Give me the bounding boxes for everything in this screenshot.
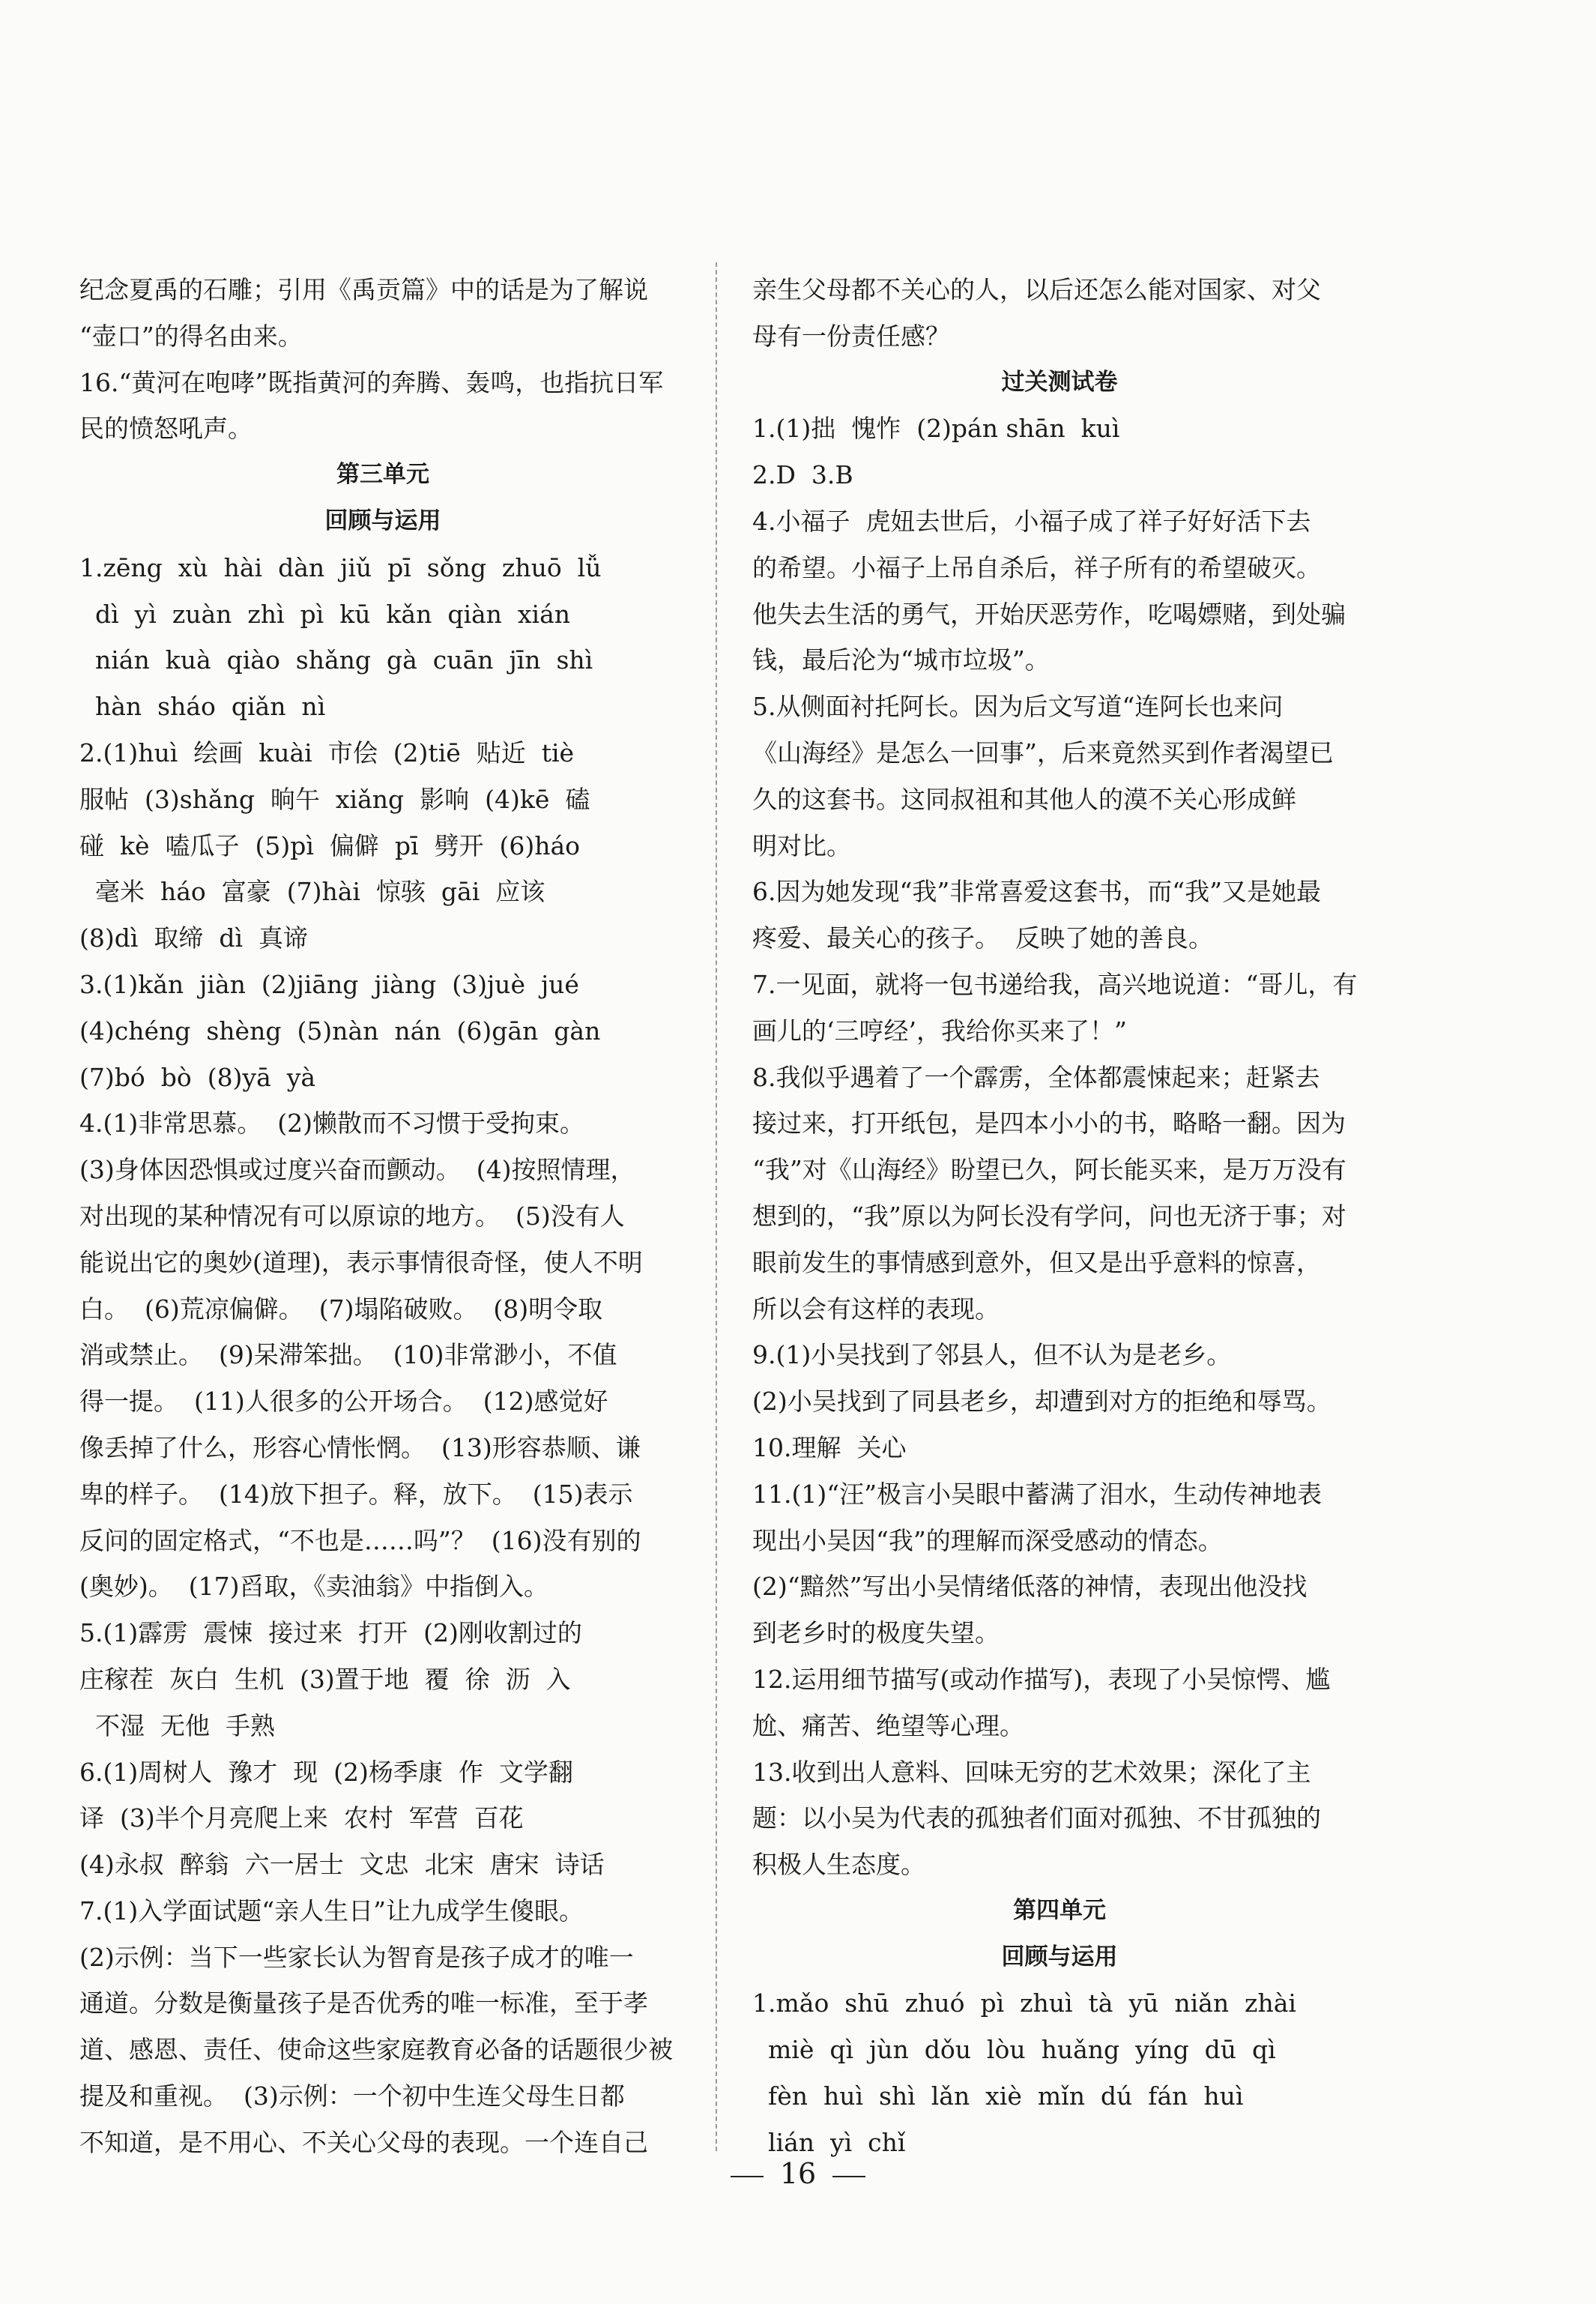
section-heading: 回顾与运用 bbox=[324, 507, 441, 534]
text-line: 白。 (6)荒凉偏僻。 (7)塌陷破败。 (8)明令取 bbox=[79, 1294, 603, 1324]
page-number: 16 bbox=[779, 2157, 817, 2190]
text-line: 尬、痛苦、绝望等心理。 bbox=[752, 1710, 1024, 1740]
text-line: 4.(1)非常思慕。 (2)懒散而不习惯于受拘束。 bbox=[79, 1109, 584, 1139]
text-line: lián yì chǐ bbox=[752, 2127, 906, 2157]
text-line: 碰 kè 嗑瓜子 (5)pì 偏僻 pī 劈开 (6)háo bbox=[79, 830, 581, 860]
text-line: 得一提。 (11)人很多的公开场合。 (12)感觉好 bbox=[79, 1387, 608, 1417]
text-line: hàn sháo qiǎn nì bbox=[79, 692, 326, 722]
text-line: 毫米 háo 富豪 (7)hài 惊骇 gāi 应该 bbox=[79, 877, 545, 907]
text-line: fèn huì shì lǎn xiè mǐn dú fán huì bbox=[752, 2081, 1244, 2111]
text-line: (2)“黯然”写出小吴情绪低落的神情，表现出他没找 bbox=[752, 1572, 1308, 1602]
text-line: 9.(1)小吴找到了邻县人，但不认为是老乡。 bbox=[752, 1340, 1232, 1370]
text-line: (7)bó bò (8)yā yà bbox=[79, 1062, 316, 1092]
text-line: 庄稼茬 灰白 生机 (3)置于地 覆 徐 沥 入 bbox=[79, 1664, 571, 1694]
footer-dash-left bbox=[731, 2176, 764, 2177]
text-line: 卑的样子。 (14)放下担子。释，放下。 (15)表示 bbox=[79, 1479, 633, 1509]
text-line: dì yì zuàn zhì pì kū kǎn qiàn xián bbox=[79, 599, 571, 629]
text-line: 8.我似乎遇着了一个霹雳，全体都震悚起来；赶紧去 bbox=[752, 1062, 1320, 1092]
text-line: 想到的，“我”原以为阿长没有学问，问也无济于事；对 bbox=[752, 1201, 1346, 1231]
text-line: 通道。分数是衡量孩子是否优秀的唯一标准，至于孝 bbox=[79, 1988, 648, 2018]
text-line: 反问的固定格式，“不也是……吗”？ (16)没有别的 bbox=[79, 1525, 641, 1555]
text-line: 疼爱、最关心的孩子。 反映了她的善良。 bbox=[752, 923, 1213, 953]
text-line: 4.小福子 虎妞去世后，小福子成了祥子好好活下去 bbox=[752, 506, 1311, 536]
text-line: 的希望。小福子上吊自杀后，祥子所有的希望破灭。 bbox=[752, 552, 1321, 582]
text-line: 眼前发生的事情感到意外，但又是出乎意料的惊喜， bbox=[752, 1247, 1321, 1277]
text-line: 画儿的‘三哼经’，我给你买来了！” bbox=[752, 1016, 1127, 1046]
text-line: (4)chéng shèng (5)nàn nán (6)gān gàn bbox=[79, 1016, 601, 1046]
text-line: 1.(1)拙 愧怍 (2)pán shān kuì bbox=[752, 414, 1120, 444]
left-column bbox=[79, 267, 686, 2166]
text-line: 服帖 (3)shǎng 晌午 xiǎng 影响 (4)kē 磕 bbox=[79, 784, 590, 814]
text-line: 亲生父母都不关心的人，以后还怎么能对国家、对父 bbox=[752, 275, 1321, 304]
text-line: 10.理解 关心 bbox=[752, 1432, 907, 1462]
text-line: 现出小吴因“我”的理解而深受感动的情态。 bbox=[752, 1525, 1223, 1555]
text-line: (8)dì 取缔 dì 真谛 bbox=[79, 923, 309, 953]
text-line: 对出现的某种情况有可以原谅的地方。 (5)没有人 bbox=[79, 1201, 625, 1231]
text-line: 久的这套书。这同叔祖和其他人的漠不关心形成鲜 bbox=[752, 784, 1296, 814]
text-line: 他失去生活的勇气，开始厌恶劳作，吃喝嫖赌，到处骗 bbox=[752, 599, 1346, 629]
text-line: 民的愤怒吼声。 bbox=[79, 414, 253, 444]
text-line: 钱，最后沦为“城市垃圾”。 bbox=[752, 645, 1050, 675]
text-line: (3)身体因恐惧或过度兴奋而颤动。 (4)按照情理， bbox=[79, 1155, 635, 1185]
text-line: (奥妙)。 (17)舀取，《卖油翁》中指倒入。 bbox=[79, 1572, 548, 1602]
text-line: 积极人生态度。 bbox=[752, 1850, 925, 1880]
text-line: nián kuà qiào shǎng gà cuān jīn shì bbox=[79, 645, 593, 675]
footer-dash-right bbox=[832, 2176, 865, 2177]
text-line: 像丢掉了什么，形容心情怅惘。 (13)形容恭顺、谦 bbox=[79, 1432, 641, 1462]
text-line: (4)永叔 醉翁 六一居士 文忠 北宋 唐宋 诗话 bbox=[79, 1850, 605, 1880]
text-line: 纪念夏禹的石雕；引用《禹贡篇》中的话是为了解说 bbox=[79, 275, 648, 304]
text-line: 13.收到出人意料、回味无穷的艺术效果；深化了主 bbox=[752, 1757, 1311, 1787]
text-line: “我”对《山海经》盼望已久，阿长能买来，是万万没有 bbox=[752, 1155, 1346, 1185]
text-line: miè qì jùn dǒu lòu huǎng yíng dū qì bbox=[752, 2035, 1276, 2065]
section-heading: 第三单元 bbox=[336, 461, 429, 489]
text-line: 11.(1)“汪”极言小吴眼中蓄满了泪水，生动传神地表 bbox=[752, 1479, 1322, 1509]
text-line: 7.(1)入学面试题“亲人生日”让九成学生傻眼。 bbox=[79, 1896, 584, 1925]
text-line: 道、感恩、责任、使命这些家庭教育必备的话题很少被 bbox=[79, 2035, 673, 2065]
text-line: 不湿 无他 手熟 bbox=[79, 1710, 275, 1740]
text-line: (2)示例：当下一些家长认为智育是孩子成才的唯一 bbox=[79, 1942, 634, 1972]
section-heading: 过关测试卷 bbox=[1001, 368, 1118, 396]
text-line: “壶口”的得名由来。 bbox=[79, 321, 303, 351]
text-line: 2.D 3.B bbox=[752, 460, 853, 490]
text-line: 《山海经》是怎么一回事”，后来竟然买到作者渴望已 bbox=[752, 738, 1334, 768]
text-line: 7.一见面，就将一包书递给我，高兴地说道：“哥儿，有 bbox=[752, 969, 1358, 999]
page-number-footer bbox=[0, 2157, 1596, 2190]
text-line: 不知道，是不用心、不关心父母的表现。一个连自己 bbox=[79, 2127, 648, 2157]
text-line: 6.因为她发现“我”非常喜爱这套书，而“我”又是她最 bbox=[752, 877, 1321, 907]
text-line: 明对比。 bbox=[752, 830, 851, 860]
text-line: 能说出它的奥妙(道理)，表示事情很奇怪，使人不明 bbox=[79, 1247, 643, 1277]
text-line: 消或禁止。 (9)呆滞笨拙。 (10)非常渺小，不值 bbox=[79, 1340, 617, 1370]
text-line: 16.“黄河在咆哮”既指黄河的奔腾、轰鸣，也指抗日军 bbox=[79, 367, 664, 397]
text-line: 母有一份责任感？ bbox=[752, 321, 950, 351]
text-line: 1.mǎo shū zhuó pì zhuì tà yū niǎn zhài bbox=[752, 1988, 1296, 2018]
text-line: 5.从侧面衬托阿长。因为后文写道“连阿长也来问 bbox=[752, 692, 1284, 722]
section-heading: 回顾与运用 bbox=[1001, 1943, 1118, 1970]
text-line: (2)小吴找到了同县老乡，却遭到对方的拒绝和辱骂。 bbox=[752, 1387, 1331, 1417]
text-line: 5.(1)霹雳 震悚 接过来 打开 (2)刚收割过的 bbox=[79, 1618, 582, 1648]
text-line: 提及和重视。 (3)示例：一个初中生连父母生日都 bbox=[79, 2081, 625, 2111]
text-line: 12.运用细节描写(或动作描写)，表现了小吴惊愕、尴 bbox=[752, 1664, 1331, 1694]
text-line: 3.(1)kǎn jiàn (2)jiāng jiàng (3)juè jué bbox=[79, 969, 579, 999]
text-line: 译 (3)半个月亮爬上来 农村 军营 百花 bbox=[79, 1803, 524, 1833]
column-divider bbox=[716, 262, 717, 2151]
text-line: 到老乡时的极度失望。 bbox=[752, 1618, 1000, 1648]
section-heading: 第四单元 bbox=[1013, 1896, 1106, 1924]
text-line: 接过来，打开纸包，是四本小小的书，略略一翻。因为 bbox=[752, 1109, 1346, 1139]
text-line: 所以会有这样的表现。 bbox=[752, 1294, 1000, 1324]
text-line: 1.zēng xù hài dàn jiǔ pī sǒng zhuō lǚ bbox=[79, 552, 602, 582]
text-line: 6.(1)周树人 豫才 现 (2)杨季康 作 文学翻 bbox=[79, 1757, 573, 1787]
right-column bbox=[752, 267, 1367, 2166]
text-line: 题：以小吴为代表的孤独者们面对孤独、不甘孤独的 bbox=[752, 1803, 1321, 1833]
text-line: 2.(1)huì 绘画 kuài 市侩 (2)tiē 贴近 tiè bbox=[79, 738, 575, 768]
